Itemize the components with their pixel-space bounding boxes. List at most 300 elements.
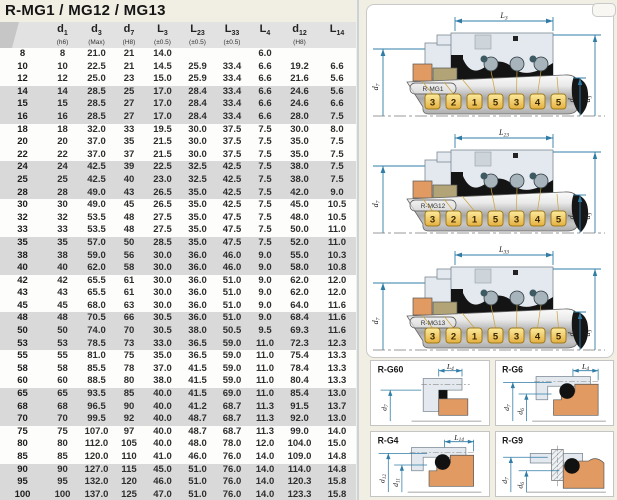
table-cell: 42.5 bbox=[215, 161, 249, 174]
table-cell: 69.3 bbox=[281, 325, 318, 338]
panel-title: R-G9 bbox=[502, 435, 523, 446]
table-cell: 30.0 bbox=[145, 250, 180, 263]
table-cell: 11.0 bbox=[249, 338, 281, 351]
table-cell: 26.5 bbox=[145, 187, 180, 200]
table-row bbox=[0, 237, 356, 250]
table-cell: 15.8 bbox=[318, 476, 356, 489]
table-cell: 58 bbox=[45, 363, 80, 376]
table-cell: 76.0 bbox=[215, 464, 249, 477]
table-cell: 12.0 bbox=[249, 438, 281, 451]
table-cell: 33.4 bbox=[215, 86, 249, 99]
d6-label: d6 bbox=[515, 408, 526, 415]
table-cell: 12 bbox=[0, 73, 45, 86]
table-cell: 30.0 bbox=[180, 124, 215, 137]
table-cell: 74.0 bbox=[80, 325, 113, 338]
table-cell: 9.0 bbox=[249, 312, 281, 325]
table-cell: 27 bbox=[113, 111, 145, 124]
table-cell: 92 bbox=[113, 413, 145, 426]
spring-retainer-slot bbox=[475, 35, 491, 49]
table-cell: 19.5 bbox=[145, 124, 180, 137]
table-cell: 6.6 bbox=[249, 73, 281, 86]
elastomer-block bbox=[439, 390, 448, 399]
table-cell: 51.0 bbox=[215, 287, 249, 300]
table-cell: 33 bbox=[113, 124, 145, 137]
table-cell: 42 bbox=[0, 275, 45, 288]
model-label: R-MG12 bbox=[420, 203, 446, 210]
spring-end bbox=[530, 173, 537, 180]
table-cell: 7.5 bbox=[249, 212, 281, 225]
table-cell: 14.8 bbox=[318, 451, 356, 464]
table-cell: 7.5 bbox=[318, 161, 356, 174]
table-cell: 114.0 bbox=[281, 464, 318, 477]
page-corner-tab bbox=[592, 3, 616, 17]
table-row bbox=[0, 124, 356, 137]
table-cell: 62.0 bbox=[281, 287, 318, 300]
table-cell: 90 bbox=[0, 464, 45, 477]
table-cell: 10.5 bbox=[318, 212, 356, 225]
table-cell: 37.5 bbox=[215, 149, 249, 162]
table-cell: 46.0 bbox=[215, 250, 249, 263]
left-dimension-label: d7 bbox=[371, 317, 382, 325]
mini-panel-rg9 bbox=[495, 431, 614, 497]
l4-label: L4 bbox=[446, 361, 454, 373]
table-cell: 42 bbox=[45, 275, 80, 288]
table-cell: 6.6 bbox=[318, 98, 356, 111]
table-cell: 51.0 bbox=[180, 476, 215, 489]
table-row bbox=[0, 413, 356, 426]
table-body bbox=[0, 48, 356, 500]
table-cell: 22.5 bbox=[80, 61, 113, 74]
dimension-table-wrap bbox=[0, 22, 356, 500]
table-cell: 41.5 bbox=[180, 388, 215, 401]
svg-text:3: 3 bbox=[513, 214, 520, 226]
table-row bbox=[0, 224, 356, 237]
table-cell: 80.4 bbox=[281, 375, 318, 388]
table-cell: 22.5 bbox=[145, 161, 180, 174]
table-cell: 22 bbox=[45, 149, 80, 162]
d3-dimension-label: d3 bbox=[583, 95, 594, 103]
table-cell: 33.4 bbox=[215, 111, 249, 124]
table-cell: 40 bbox=[0, 262, 45, 275]
table-row bbox=[0, 262, 356, 275]
table-cell: 59.0 bbox=[215, 363, 249, 376]
seal-diagrams-panel bbox=[366, 4, 614, 358]
table-cell: 38.0 bbox=[281, 161, 318, 174]
table-row bbox=[0, 111, 356, 124]
table-cell: 28.0 bbox=[281, 111, 318, 124]
table-cell: 47.5 bbox=[215, 224, 249, 237]
table-header-cell: $L_{23}$ (±0.5) bbox=[180, 22, 215, 48]
table-row bbox=[0, 136, 356, 149]
table-cell: 12.3 bbox=[318, 338, 356, 351]
table-cell: 30.0 bbox=[281, 124, 318, 137]
table-row bbox=[0, 312, 356, 325]
table-cell: 35 bbox=[45, 237, 80, 250]
table-cell: 7.5 bbox=[318, 174, 356, 187]
table-cell: 45.0 bbox=[281, 199, 318, 212]
table-cell: 10 bbox=[45, 61, 80, 74]
table-cell: 55.0 bbox=[281, 250, 318, 263]
table-row bbox=[0, 300, 356, 313]
table-row bbox=[0, 250, 356, 263]
table-cell: 10.5 bbox=[318, 199, 356, 212]
table-cell: 16 bbox=[45, 111, 80, 124]
table-cell: 15 bbox=[0, 98, 45, 111]
table-cell: 21.0 bbox=[80, 48, 113, 61]
table-cell: 85 bbox=[45, 451, 80, 464]
table-cell: 85 bbox=[0, 451, 45, 464]
table-cell: 59.0 bbox=[215, 338, 249, 351]
svg-text:4: 4 bbox=[534, 214, 541, 226]
table-row bbox=[0, 401, 356, 414]
table-cell: 21.5 bbox=[145, 136, 180, 149]
spring-retainer-slot bbox=[475, 269, 491, 283]
spring-coils bbox=[484, 291, 548, 305]
table-cell: 68 bbox=[45, 401, 80, 414]
model-label: R-MG13 bbox=[420, 320, 446, 327]
mini-panel-rg6 bbox=[495, 360, 614, 426]
table-cell: 40.0 bbox=[145, 401, 180, 414]
top-dimension-label: L23 bbox=[499, 128, 509, 139]
table-cell: 41.2 bbox=[180, 401, 215, 414]
table-cell: 7.5 bbox=[249, 149, 281, 162]
table-cell: 40.0 bbox=[145, 438, 180, 451]
table-cell: 30.0 bbox=[180, 149, 215, 162]
table-row bbox=[0, 61, 356, 74]
svg-text:3: 3 bbox=[513, 97, 520, 109]
table-cell: 25 bbox=[113, 86, 145, 99]
table-cell: 68.4 bbox=[281, 312, 318, 325]
table-cell: 104.0 bbox=[281, 438, 318, 451]
table-cell: 9.0 bbox=[318, 187, 356, 200]
table-cell: 7.5 bbox=[249, 237, 281, 250]
table-cell: 9.0 bbox=[249, 300, 281, 313]
table-cell: 100 bbox=[0, 489, 45, 500]
table-cell: 20 bbox=[0, 136, 45, 149]
spring-end bbox=[481, 173, 488, 180]
table-cell: 68.7 bbox=[215, 426, 249, 439]
table-cell: 8 bbox=[0, 48, 45, 61]
table-cell: 35.0 bbox=[180, 187, 215, 200]
table-cell: 13.0 bbox=[318, 388, 356, 401]
table-cell: 97 bbox=[113, 426, 145, 439]
table-cell: 50 bbox=[45, 325, 80, 338]
table-cell: 7.5 bbox=[249, 124, 281, 137]
table-cell: 17.0 bbox=[145, 98, 180, 111]
table-cell: 32 bbox=[0, 212, 45, 225]
table-cell: 55 bbox=[45, 350, 80, 363]
table-cell: 24.6 bbox=[281, 86, 318, 99]
table-cell: 9.5 bbox=[249, 325, 281, 338]
table-cell: 43 bbox=[0, 287, 45, 300]
table-cell: 10.8 bbox=[318, 262, 356, 275]
table-cell: 28.4 bbox=[180, 111, 215, 124]
table-cell: 81.0 bbox=[80, 350, 113, 363]
table-cell: 13.3 bbox=[318, 375, 356, 388]
table-cell: 9.0 bbox=[249, 275, 281, 288]
table-cell: 43 bbox=[113, 187, 145, 200]
table-header-cell: $L_{14}$ bbox=[318, 22, 356, 48]
panel-title: R-G60 bbox=[377, 364, 404, 375]
svg-text:5: 5 bbox=[492, 214, 499, 226]
table-cell: 30.0 bbox=[145, 287, 180, 300]
table-cell bbox=[180, 48, 215, 61]
table-cell: 51.0 bbox=[215, 275, 249, 288]
section-divider bbox=[357, 0, 359, 500]
table-cell: 37.0 bbox=[145, 363, 180, 376]
table-cell: 75 bbox=[0, 426, 45, 439]
table-cell: 37 bbox=[113, 149, 145, 162]
table-cell bbox=[318, 48, 356, 61]
mini-panel-rg4 bbox=[370, 431, 490, 497]
table-cell: 24 bbox=[45, 161, 80, 174]
table-row bbox=[0, 363, 356, 376]
table-cell: 78.4 bbox=[281, 363, 318, 376]
table-cell: 7.5 bbox=[249, 224, 281, 237]
table-cell: 11.0 bbox=[318, 237, 356, 250]
table-cell: 9.0 bbox=[249, 262, 281, 275]
table-row bbox=[0, 86, 356, 99]
table-row bbox=[0, 275, 356, 288]
svg-text:1: 1 bbox=[471, 331, 478, 343]
table-cell: 48 bbox=[0, 312, 45, 325]
d7-label: d7 bbox=[499, 477, 511, 484]
svg-text:3: 3 bbox=[513, 331, 520, 343]
svg-text:2: 2 bbox=[450, 97, 457, 109]
table-cell: 35.0 bbox=[180, 212, 215, 225]
table-cell: 14.5 bbox=[145, 61, 180, 74]
table-cell: 46.0 bbox=[145, 476, 180, 489]
table-cell: 78.0 bbox=[215, 438, 249, 451]
table-cell: 40.0 bbox=[145, 426, 180, 439]
table-cell: 14.8 bbox=[318, 464, 356, 477]
table-header-cell: $L_3$ (±0.5) bbox=[145, 22, 180, 48]
svg-text:3: 3 bbox=[429, 331, 436, 343]
table-cell: 48 bbox=[45, 312, 80, 325]
d7-label: d7 bbox=[379, 404, 390, 411]
table-cell: 65.5 bbox=[80, 287, 113, 300]
table-cell: 52.0 bbox=[281, 237, 318, 250]
table-cell: 38.0 bbox=[180, 325, 215, 338]
table-cell: 62.0 bbox=[281, 275, 318, 288]
table-cell: 30 bbox=[0, 199, 45, 212]
table-cell: 70 bbox=[0, 413, 45, 426]
spring-end bbox=[530, 290, 537, 297]
table-cell: 58.0 bbox=[281, 262, 318, 275]
table-cell: 6.6 bbox=[249, 86, 281, 99]
table-cell: 18 bbox=[0, 124, 45, 137]
table-cell: 68 bbox=[0, 401, 45, 414]
table-cell: 15.0 bbox=[318, 438, 356, 451]
table-cell: 27.5 bbox=[145, 212, 180, 225]
table-cell: 120 bbox=[113, 476, 145, 489]
svg-text:2: 2 bbox=[450, 331, 457, 343]
table-cell: 58 bbox=[113, 262, 145, 275]
table-cell: 6.0 bbox=[249, 48, 281, 61]
table-row bbox=[0, 464, 356, 477]
table-cell: 13.3 bbox=[318, 363, 356, 376]
table-cell: 35.0 bbox=[180, 237, 215, 250]
table-cell: 70 bbox=[113, 325, 145, 338]
table-cell: 40 bbox=[45, 262, 80, 275]
spring-coils bbox=[484, 57, 548, 71]
table-cell: 75 bbox=[45, 426, 80, 439]
table-header-cell: $d_3$ (Max) bbox=[80, 22, 113, 48]
table-cell: 42.5 bbox=[80, 174, 113, 187]
table-row bbox=[0, 73, 356, 86]
table-cell: 69.0 bbox=[215, 388, 249, 401]
table-cell: 61 bbox=[113, 275, 145, 288]
table-cell: 14.0 bbox=[249, 464, 281, 477]
table-cell: 7.5 bbox=[249, 187, 281, 200]
table-cell: 41.0 bbox=[145, 451, 180, 464]
table-cell: 17.0 bbox=[145, 111, 180, 124]
table-cell: 49.0 bbox=[80, 187, 113, 200]
table-cell: 42.5 bbox=[215, 187, 249, 200]
table-cell: 11.3 bbox=[249, 426, 281, 439]
callout-badges bbox=[425, 328, 566, 343]
table-row bbox=[0, 438, 356, 451]
table-cell: 60 bbox=[45, 375, 80, 388]
table-cell: 120.0 bbox=[80, 451, 113, 464]
table-cell: 46.0 bbox=[180, 451, 215, 464]
table-cell: 90 bbox=[113, 401, 145, 414]
table-cell: 66 bbox=[113, 312, 145, 325]
seal-cross-section bbox=[367, 122, 611, 239]
table-cell: 11.0 bbox=[249, 388, 281, 401]
table-cell: 6.6 bbox=[249, 61, 281, 74]
table-cell: 9.0 bbox=[249, 250, 281, 263]
table-cell: 15 bbox=[45, 98, 80, 111]
left-dimension-label: d7 bbox=[371, 200, 382, 208]
table-cell: 51.0 bbox=[215, 300, 249, 313]
table-cell: 36.0 bbox=[180, 262, 215, 275]
table-row bbox=[0, 338, 356, 351]
table-cell: 7.5 bbox=[318, 149, 356, 162]
table-cell: 8 bbox=[45, 48, 80, 61]
o-ring bbox=[559, 383, 575, 399]
left-dimension-label: d7 bbox=[371, 83, 382, 91]
table-row bbox=[0, 489, 356, 500]
d7-label: d7 bbox=[501, 404, 513, 411]
table-cell: 42.5 bbox=[215, 174, 249, 187]
table-cell: 35.0 bbox=[281, 136, 318, 149]
top-dimension-label: L3 bbox=[500, 11, 508, 22]
table-cell: 55 bbox=[0, 350, 45, 363]
table-cell: 24.6 bbox=[281, 98, 318, 111]
seal-cross-section bbox=[367, 239, 611, 356]
table-cell: 47.0 bbox=[145, 489, 180, 500]
table-cell: 40 bbox=[113, 174, 145, 187]
table-cell: 53.5 bbox=[80, 212, 113, 225]
table-row bbox=[0, 174, 356, 187]
table-header-cell: $d_7$ (H8) bbox=[113, 22, 145, 48]
table-cell: 59.0 bbox=[80, 250, 113, 263]
table-cell: 78.5 bbox=[80, 338, 113, 351]
table-row bbox=[0, 149, 356, 162]
table-cell: 36.0 bbox=[180, 312, 215, 325]
table-cell: 41.5 bbox=[180, 363, 215, 376]
svg-text:3: 3 bbox=[429, 214, 436, 226]
table-cell: 25.0 bbox=[80, 73, 113, 86]
svg-text:5: 5 bbox=[492, 97, 499, 109]
table-cell: 14 bbox=[0, 86, 45, 99]
table-cell: 49.0 bbox=[80, 199, 113, 212]
table-cell: 7.5 bbox=[249, 174, 281, 187]
l4-label: L4 bbox=[582, 361, 590, 373]
table-row bbox=[0, 212, 356, 225]
table-row bbox=[0, 350, 356, 363]
table-cell: 30.5 bbox=[145, 312, 180, 325]
table-cell: 7.5 bbox=[249, 136, 281, 149]
table-cell: 39 bbox=[113, 161, 145, 174]
table-cell: 7.5 bbox=[318, 111, 356, 124]
table-cell: 109.0 bbox=[281, 451, 318, 464]
table-cell: 76.0 bbox=[215, 476, 249, 489]
table-cell: 21.5 bbox=[145, 149, 180, 162]
table-cell: 72.3 bbox=[281, 338, 318, 351]
table-cell: 45 bbox=[113, 199, 145, 212]
table-row bbox=[0, 187, 356, 200]
table-cell: 38.0 bbox=[145, 375, 180, 388]
table-cell: 26.5 bbox=[145, 199, 180, 212]
table-cell: 13.3 bbox=[318, 350, 356, 363]
table-cell: 80 bbox=[45, 438, 80, 451]
table-cell: 11.0 bbox=[249, 375, 281, 388]
table-cell: 36.0 bbox=[180, 287, 215, 300]
table-header-cell: $d_{12}$ (H8) bbox=[281, 22, 318, 48]
table-cell: 28.5 bbox=[145, 237, 180, 250]
table-cell: 38 bbox=[0, 250, 45, 263]
table-cell: 45 bbox=[0, 300, 45, 313]
svg-text:5: 5 bbox=[492, 331, 499, 343]
table-cell: 17.0 bbox=[145, 86, 180, 99]
table-cell: 28.5 bbox=[80, 111, 113, 124]
table-cell bbox=[281, 48, 318, 61]
table-cell: 11.6 bbox=[318, 312, 356, 325]
table-cell: 92.0 bbox=[281, 413, 318, 426]
table-cell: 50 bbox=[113, 237, 145, 250]
table-cell: 70.5 bbox=[80, 312, 113, 325]
table-cell: 5.6 bbox=[318, 73, 356, 86]
table-cell: 30.0 bbox=[145, 275, 180, 288]
table-cell: 58 bbox=[0, 363, 45, 376]
table-cell: 90 bbox=[45, 464, 80, 477]
table-cell: 37.5 bbox=[215, 136, 249, 149]
table-cell: 137.0 bbox=[80, 489, 113, 500]
table-cell: 36.5 bbox=[180, 338, 215, 351]
l14-label: L14 bbox=[454, 432, 464, 444]
callout-badges bbox=[425, 94, 566, 109]
seat-diagram-grid bbox=[370, 360, 616, 497]
table-row bbox=[0, 161, 356, 174]
table-cell: 100 bbox=[45, 489, 80, 500]
table-cell: 35.0 bbox=[145, 350, 180, 363]
table-cell: 22 bbox=[0, 149, 45, 162]
table-cell: 21 bbox=[113, 61, 145, 74]
table-cell: 50.5 bbox=[215, 325, 249, 338]
table-cell: 14.0 bbox=[145, 48, 180, 61]
table-cell: 12.0 bbox=[318, 275, 356, 288]
table-cell: 21 bbox=[113, 48, 145, 61]
table-cell: 10 bbox=[0, 61, 45, 74]
table-cell: 96.5 bbox=[80, 401, 113, 414]
table-cell: 33.0 bbox=[145, 338, 180, 351]
table-cell: 59.0 bbox=[215, 350, 249, 363]
table-row bbox=[0, 325, 356, 338]
table-cell: 85.4 bbox=[281, 388, 318, 401]
svg-text:1: 1 bbox=[471, 97, 478, 109]
